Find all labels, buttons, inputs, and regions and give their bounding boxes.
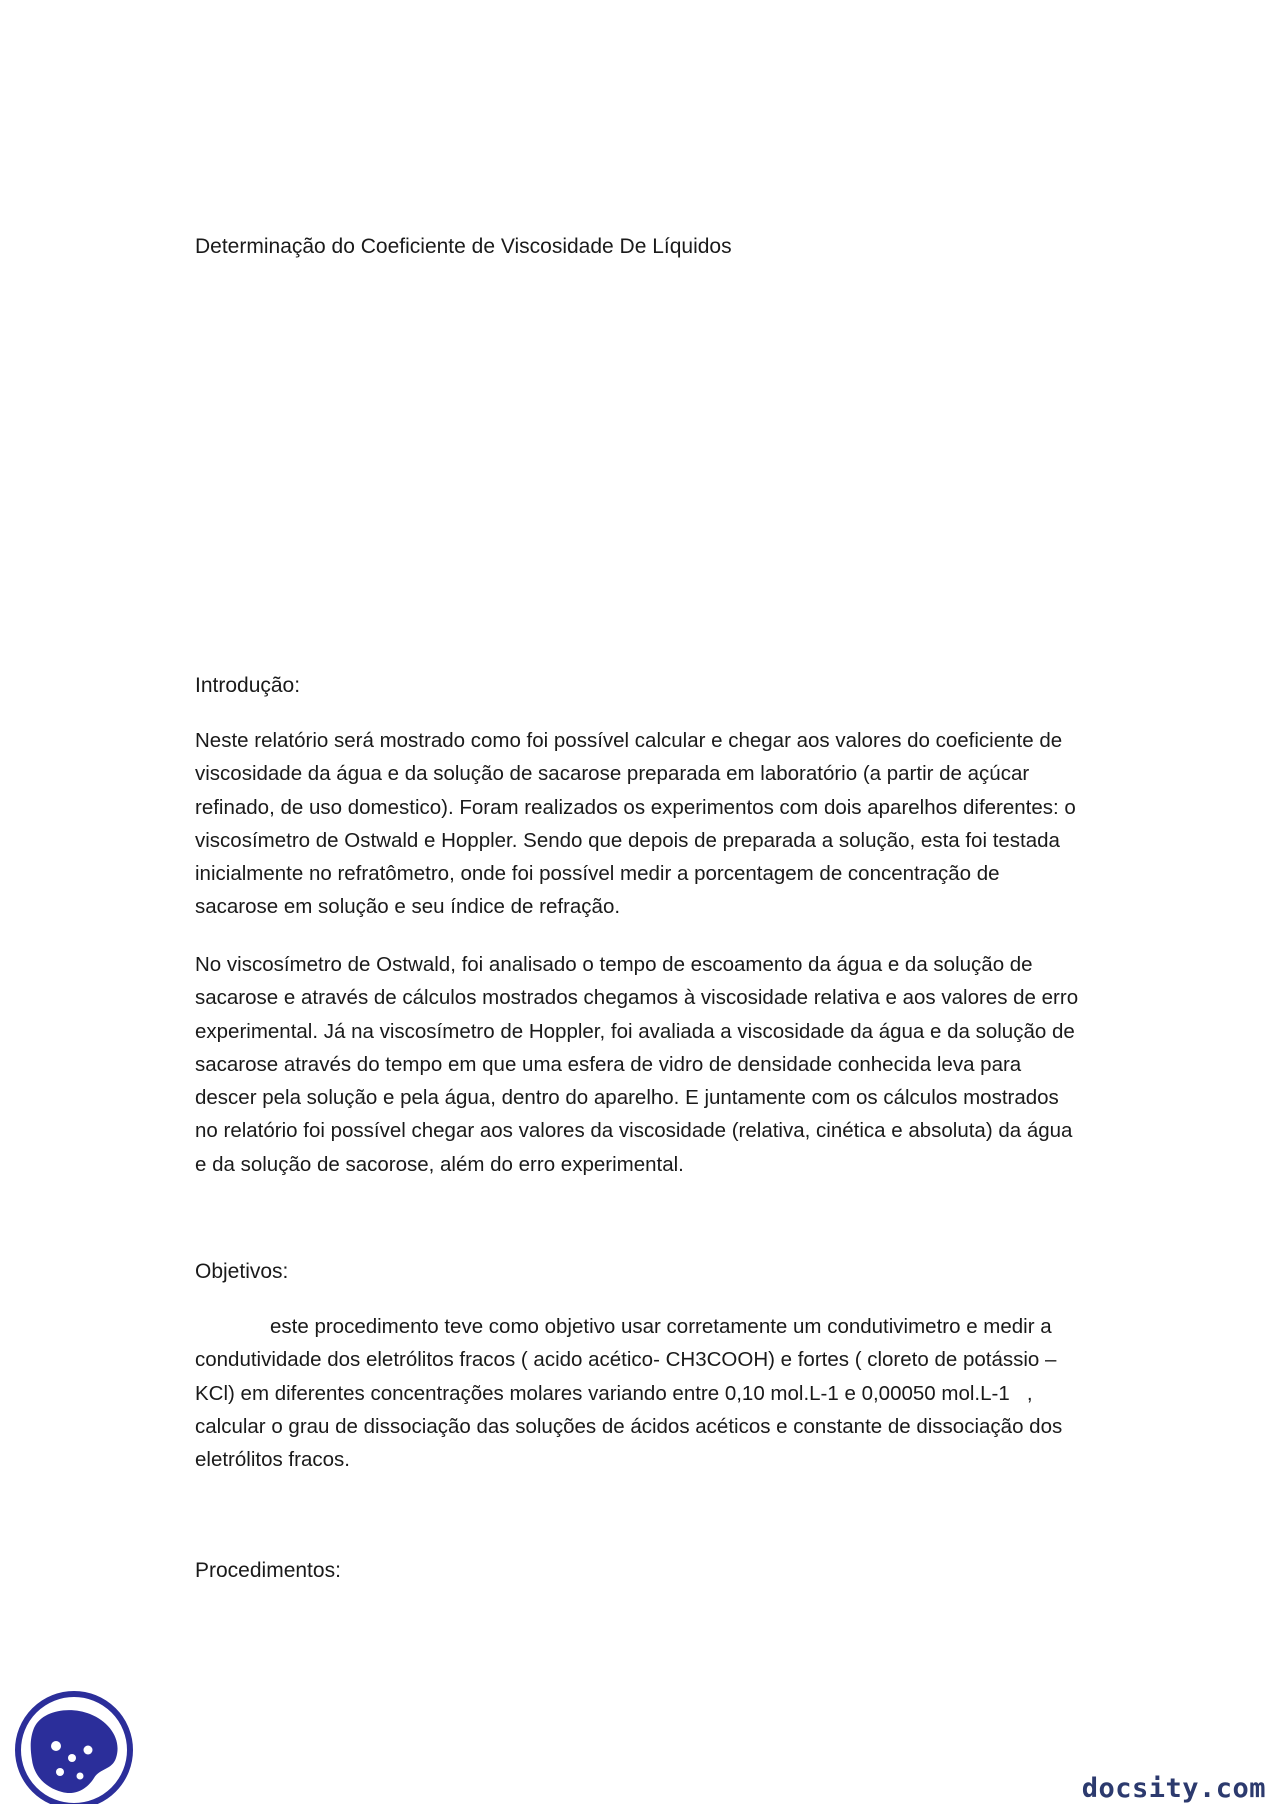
text-line: descer pela solução e pela água, dentro do aparelho. E juntamente com os cálculos mostrados [195, 1086, 1059, 1110]
docsity-brand-link[interactable]: docsity.com [1081, 1773, 1266, 1804]
text-line: este procedimento teve como objetivo usar corretamente um condutivimetro e medir a [270, 1315, 1052, 1338]
text-line: inicialmente no refratômetro, onde foi possível medir a porcentagem de concentração de [195, 862, 1000, 886]
text-line: viscosidade da água e da solução de sacarose preparada em laboratório (a partir de açúcar [195, 762, 1030, 786]
text-line: calcular o grau de dissociação das soluções de ácidos acéticos e constante de dissociação dos [195, 1414, 1063, 1438]
intro-paragraph-2 [195, 948, 1135, 1181]
text-line: KCl) em diferentes concentrações molares variando entre 0,10 mol.L-1 e 0,00050 mol.L-1 , [195, 1381, 1033, 1405]
text-line: viscosímetro de Ostwald e Hoppler. Sendo que depois de preparada a solução, esta foi testada [195, 828, 1060, 852]
text-line: sacarose em solução e seu índice de refração. [195, 895, 621, 919]
text-line: Neste relatório será mostrado como foi possível calcular e chegar aos valores do coeficiente de [195, 729, 1063, 752]
section-heading-introducao: Introdução: [195, 674, 301, 697]
text-line: experimental. Já na viscosímetro de Hoppler, foi avaliada a viscosidade da água e da solução de [195, 1019, 1075, 1043]
intro-paragraph-1 [195, 724, 1135, 924]
text-line: sacarose através do tempo em que uma esfera de vidro de densidade conhecida leva para [195, 1052, 1022, 1076]
text-line: sacarose e através de cálculos mostrados chegamos à viscosidade relativa e aos valores de erro [195, 986, 1079, 1010]
text-line: no relatório foi possível chegar aos valores da viscosidade (relativa, cinética e absoluta) da água [195, 1119, 1073, 1143]
text-line: eletrólitos fracos. [195, 1448, 350, 1472]
section-heading-procedimentos: Procedimentos: [195, 1559, 341, 1582]
objectives-paragraph [195, 1310, 1135, 1476]
section-heading-objetivos: Objetivos: [195, 1260, 289, 1283]
text-line: e da solução de sacorose, além do erro experimental. [195, 1152, 684, 1176]
docsity-logo-icon[interactable] [12, 1688, 138, 1804]
text-line: No viscosímetro de Ostwald, foi analisado o tempo de escoamento da água e da solução de [195, 953, 1033, 976]
document-title: Determinação do Coeficiente de Viscosidade De Líquidos [195, 235, 732, 258]
text-line: condutividade dos eletrólitos fracos ( acido acético- CH3COOH) e fortes ( cloreto de potássio – [195, 1348, 1057, 1372]
text-line: refinado, de uso domestico). Foram realizados os experimentos com dois aparelhos diferentes: o [195, 795, 1076, 819]
